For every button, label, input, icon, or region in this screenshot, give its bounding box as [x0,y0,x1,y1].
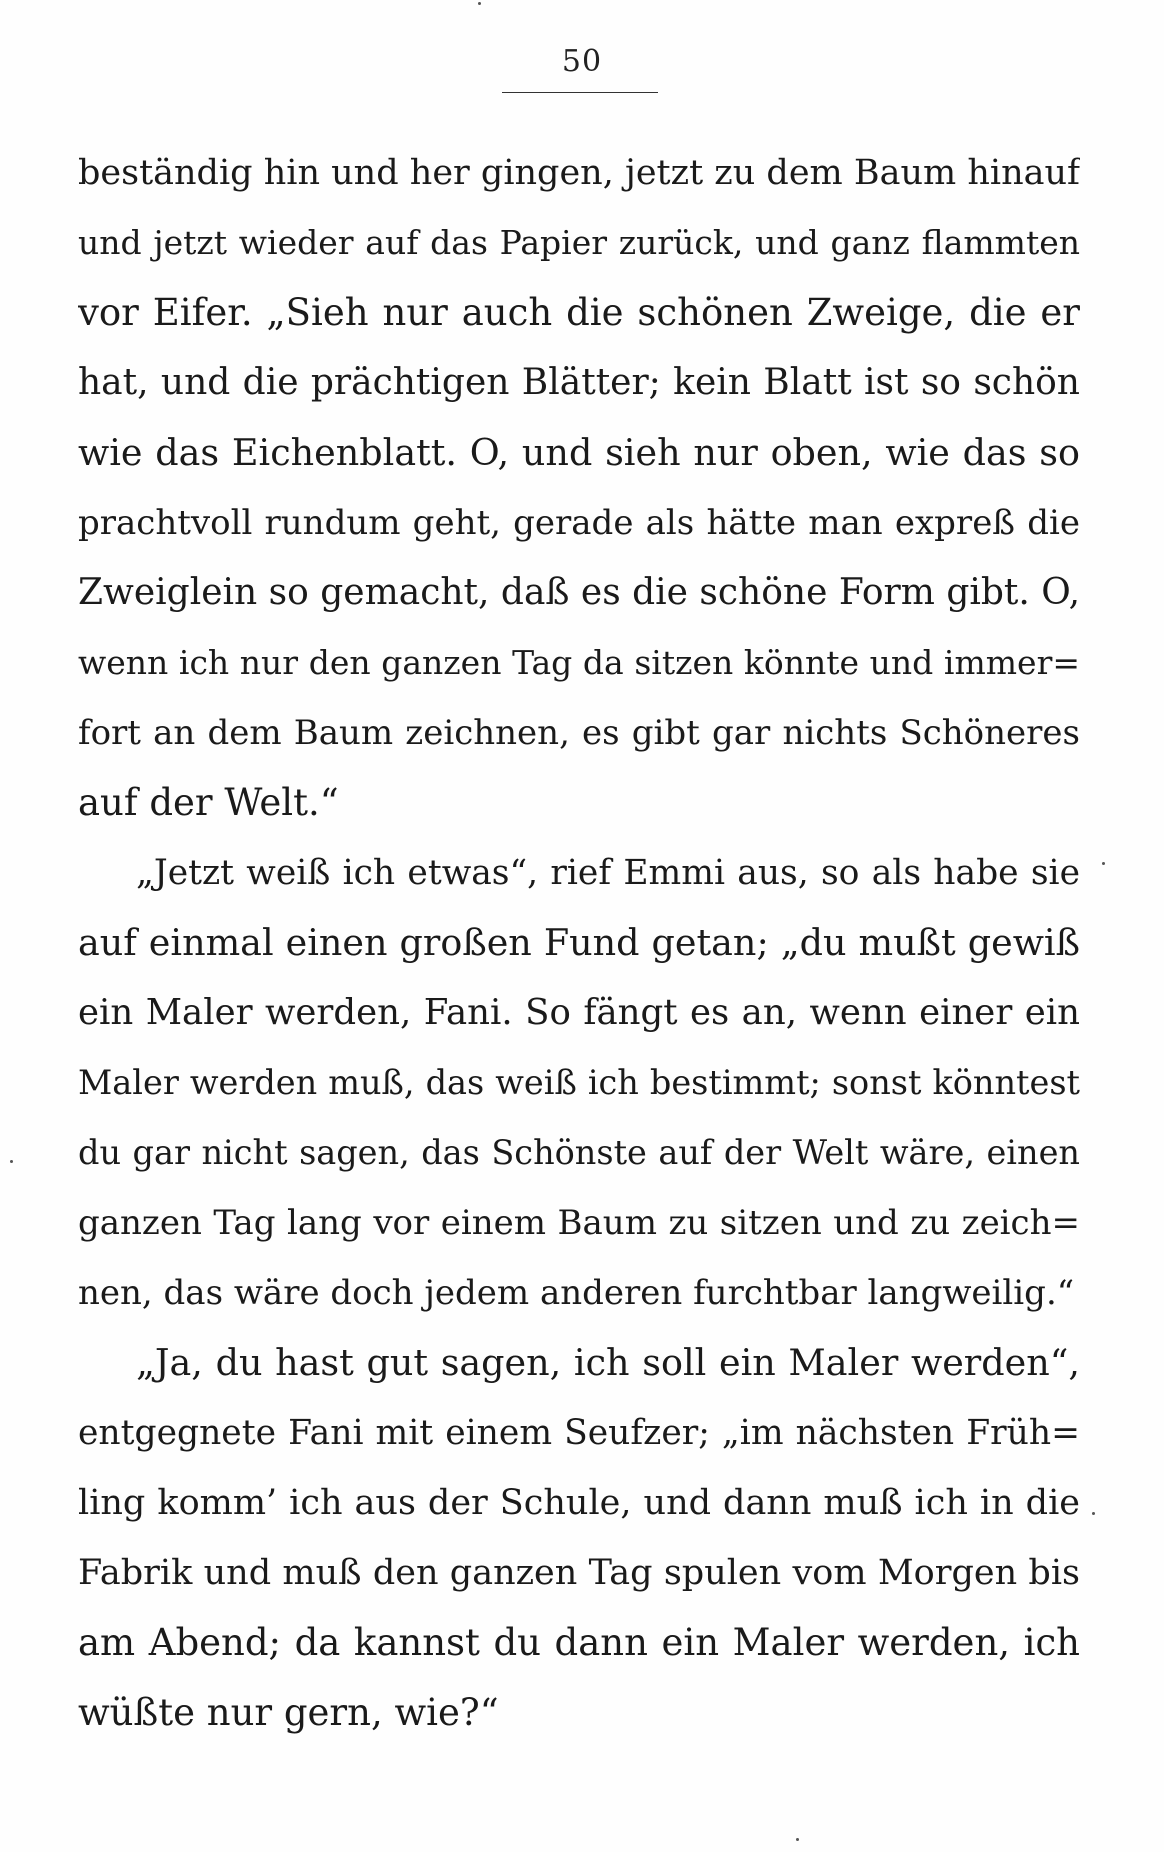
text-line: Zweiglein so gemacht, daß es die schöne Form gibt. O, [78,572,1080,613]
text-line: auf einmal einen großen Fund getan; „du mußt gewiß [78,921,1080,964]
page-number-rule [502,92,658,93]
paper-speck [478,2,481,5]
text-line: entgegnete Fani mit einem Seufzer; „im nächsten Früh= [78,1413,1080,1453]
text-line: am Abend; da kannst du dann ein Maler werden, ich [78,1621,1080,1664]
text-line: prachtvoll rundum geht, gerade als hätte man expreß die [78,503,1080,543]
text-line: Fabrik und muß den ganzen Tag spulen vom Morgen bis [78,1553,1080,1593]
text-line: du gar nicht sagen, das Schönste auf der Welt wäre, einen [78,1133,1080,1172]
text-line: wie das Eichenblatt. O, und sieh nur oben, wie das so [78,431,1080,474]
text-line: wüßte nur gern, wie?“ [78,1691,499,1734]
text-line: „Jetzt weiß ich etwas“, rief Emmi aus, so als habe sie [136,853,1080,893]
text-line: auf der Welt.“ [78,781,339,824]
text-line: und jetzt wieder auf das Papier zurück, und ganz flammten [78,223,1080,262]
text-line: vor Eifer. „Sieh nur auch die schönen Zweige, die er [78,291,1080,334]
text-line: beständig hin und her gingen, jetzt zu dem Baum hinauf [78,153,1080,193]
text-line: wenn ich nur den ganzen Tag da sitzen könnte und immer= [78,643,1080,682]
page-number: 50 [561,44,603,79]
paper-speck [1102,862,1105,865]
text-line: nen, das wäre doch jedem anderen furchtbar langweilig.“ [78,1273,1075,1313]
text-line: fort an dem Baum zeichnen, es gibt gar nichts Schöneres [78,713,1080,753]
text-line: „Ja, du hast gut sagen, ich soll ein Maler werden“, [136,1341,1080,1384]
text-line: ein Maler werden, Fani. So fängt es an, wenn einer ein [78,992,1080,1033]
paper-speck [796,1838,799,1841]
text-line: Maler werden muß, das weiß ich bestimmt; sonst könntest [78,1063,1080,1102]
text-line: hat, und die prächtigen Blätter; kein Blatt ist so schön [78,362,1080,403]
text-line: ganzen Tag lang vor einem Baum zu sitzen und zu zeich= [78,1203,1080,1243]
paper-speck [10,1160,13,1163]
text-line: ling komm’ ich aus der Schule, und dann muß ich in die [78,1483,1080,1523]
paper-speck [1092,1512,1095,1515]
body-text [78,138,1080,1748]
